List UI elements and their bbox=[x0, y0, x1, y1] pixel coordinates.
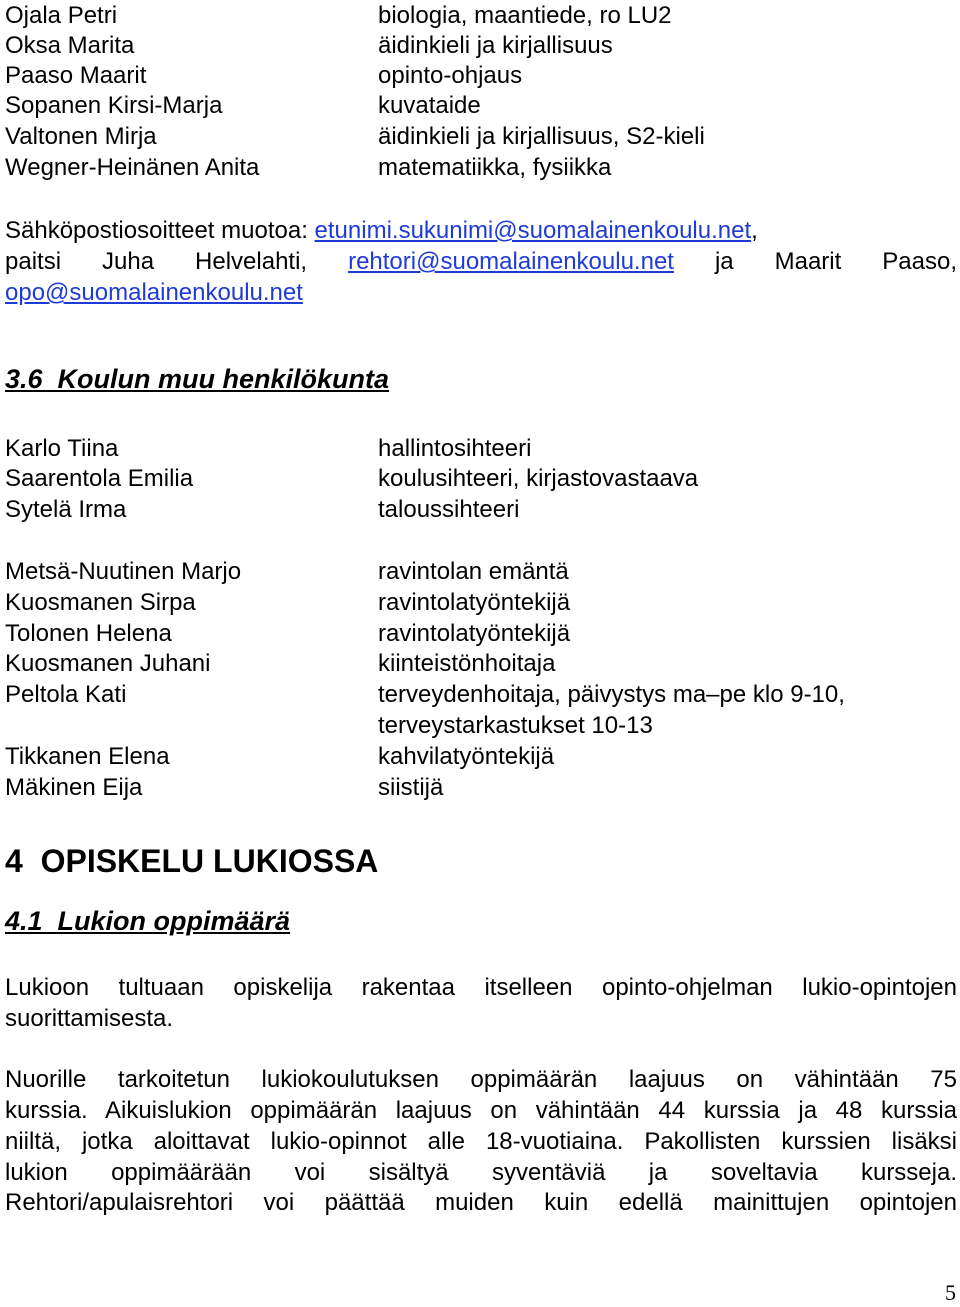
teacher-row bbox=[5, 60, 955, 91]
page-number: 5 bbox=[945, 1280, 956, 1305]
staff-row bbox=[5, 587, 955, 618]
paragraph-line: kurssia. Aikuislukion oppimäärän laajuus on vähintään 44 kurssia ja 48 kurssia bbox=[5, 1097, 957, 1124]
staff-name: Karlo Tiina bbox=[5, 435, 119, 462]
counselor-email-link[interactable]: opo@suomalainenkoulu.net bbox=[5, 279, 303, 306]
email-line2-end: ja Maarit Paaso, bbox=[714, 248, 957, 275]
paragraph-line: Rehtori/apulaisrehtori voi päättää muiden kuin edellä mainittujen opintojen bbox=[5, 1189, 957, 1216]
staff-name: Saarentola Emilia bbox=[5, 465, 194, 492]
staff-row bbox=[5, 556, 955, 587]
teacher-subject: äidinkieli ja kirjallisuus, S2-kieli bbox=[378, 123, 705, 150]
section-4-1-heading: 4.1 Lukion oppimäärä bbox=[5, 906, 291, 936]
teacher-row bbox=[5, 90, 955, 121]
staff-row bbox=[5, 648, 955, 679]
staff-name: Kuosmanen Juhani bbox=[5, 650, 211, 677]
email-line-2 bbox=[5, 246, 957, 277]
teacher-subject: matematiikka, fysiikka bbox=[378, 154, 612, 181]
paragraph-line: suorittamisesta. bbox=[5, 1005, 174, 1032]
paragraph-line: niiltä, jotka aloittavat lukio-opinnot alle 18-vuotiaina. Pakollisten kurssien lisäksi bbox=[5, 1128, 957, 1155]
teacher-name: Sopanen Kirsi-Marja bbox=[5, 92, 223, 119]
section-3-6-heading: 3.6 Koulun muu henkilökunta bbox=[5, 364, 390, 394]
staff-name: Tolonen Helena bbox=[5, 620, 172, 647]
staff-role: ravintolatyöntekijä bbox=[378, 620, 571, 647]
email-line-1 bbox=[5, 215, 957, 246]
teacher-name: Oksa Marita bbox=[5, 32, 135, 59]
email-prefix: Sähköpostiosoitteet muotoa: bbox=[5, 217, 315, 244]
staff-role: kiinteistönhoitaja bbox=[378, 650, 556, 677]
staff-role: terveydenhoitaja, päivystys ma–pe klo 9-10, bbox=[378, 681, 845, 708]
staff-row bbox=[5, 433, 955, 464]
staff-role: koulusihteeri, kirjastovastaava bbox=[378, 465, 699, 492]
paragraph-line: Nuorille tarkoitetun lukiokoulutuksen oppimäärän laajuus on vähintään 75 bbox=[5, 1066, 957, 1093]
staff-role: kahvilatyöntekijä bbox=[378, 743, 555, 770]
teacher-name: Valtonen Mirja bbox=[5, 123, 157, 150]
email-line-3 bbox=[5, 277, 957, 308]
staff-row bbox=[5, 618, 955, 649]
staff-row bbox=[5, 710, 955, 741]
staff-name: Kuosmanen Sirpa bbox=[5, 589, 196, 616]
staff-role: ravintolan emäntä bbox=[378, 558, 569, 585]
email-comma: , bbox=[751, 217, 758, 244]
staff-row bbox=[5, 772, 955, 803]
teacher-subject: äidinkieli ja kirjallisuus bbox=[378, 32, 613, 59]
teacher-name: Paaso Maarit bbox=[5, 62, 147, 89]
staff-row bbox=[5, 741, 955, 772]
email-line2-start: paitsi Juha Helvelahti, bbox=[5, 248, 308, 275]
staff-row bbox=[5, 463, 955, 494]
paragraph-line: lukion oppimäärään voi sisältyä syventäviä ja soveltavia kursseja. bbox=[5, 1159, 957, 1186]
staff-role: ravintolatyöntekijä bbox=[378, 589, 571, 616]
teacher-name: Ojala Petri bbox=[5, 2, 118, 29]
teacher-row bbox=[5, 30, 955, 61]
paragraph-line: Lukioon tultuaan opiskelija rakentaa itselleen opinto-ohjelman lukio-opintojen bbox=[5, 974, 957, 1001]
teacher-row bbox=[5, 0, 955, 31]
teacher-subject: opinto-ohjaus bbox=[378, 62, 523, 89]
staff-row bbox=[5, 494, 955, 525]
staff-row bbox=[5, 679, 955, 710]
teacher-row bbox=[5, 152, 955, 183]
staff-role: terveystarkastukset 10-13 bbox=[378, 712, 653, 739]
teacher-subject: biologia, maantiede, ro LU2 bbox=[378, 2, 672, 29]
staff-name: Sytelä Irma bbox=[5, 496, 127, 523]
staff-name: Mäkinen Eija bbox=[5, 774, 143, 801]
staff-role: siistijä bbox=[378, 774, 444, 801]
staff-role: hallintosihteeri bbox=[378, 435, 532, 462]
section-4-heading: 4 OPISKELU LUKIOSSA bbox=[5, 843, 379, 879]
teacher-name: Wegner-Heinänen Anita bbox=[5, 154, 260, 181]
rector-email-link[interactable]: rehtori@suomalainenkoulu.net bbox=[348, 248, 674, 275]
teacher-subject: kuvataide bbox=[378, 92, 481, 119]
teacher-row bbox=[5, 121, 955, 152]
staff-name: Tikkanen Elena bbox=[5, 743, 170, 770]
staff-role: taloussihteeri bbox=[378, 496, 520, 523]
staff-name: Metsä-Nuutinen Marjo bbox=[5, 558, 242, 585]
staff-name: Peltola Kati bbox=[5, 681, 127, 708]
email-format-link[interactable]: etunimi.sukunimi@suomalainenkoulu.net bbox=[314, 217, 752, 244]
